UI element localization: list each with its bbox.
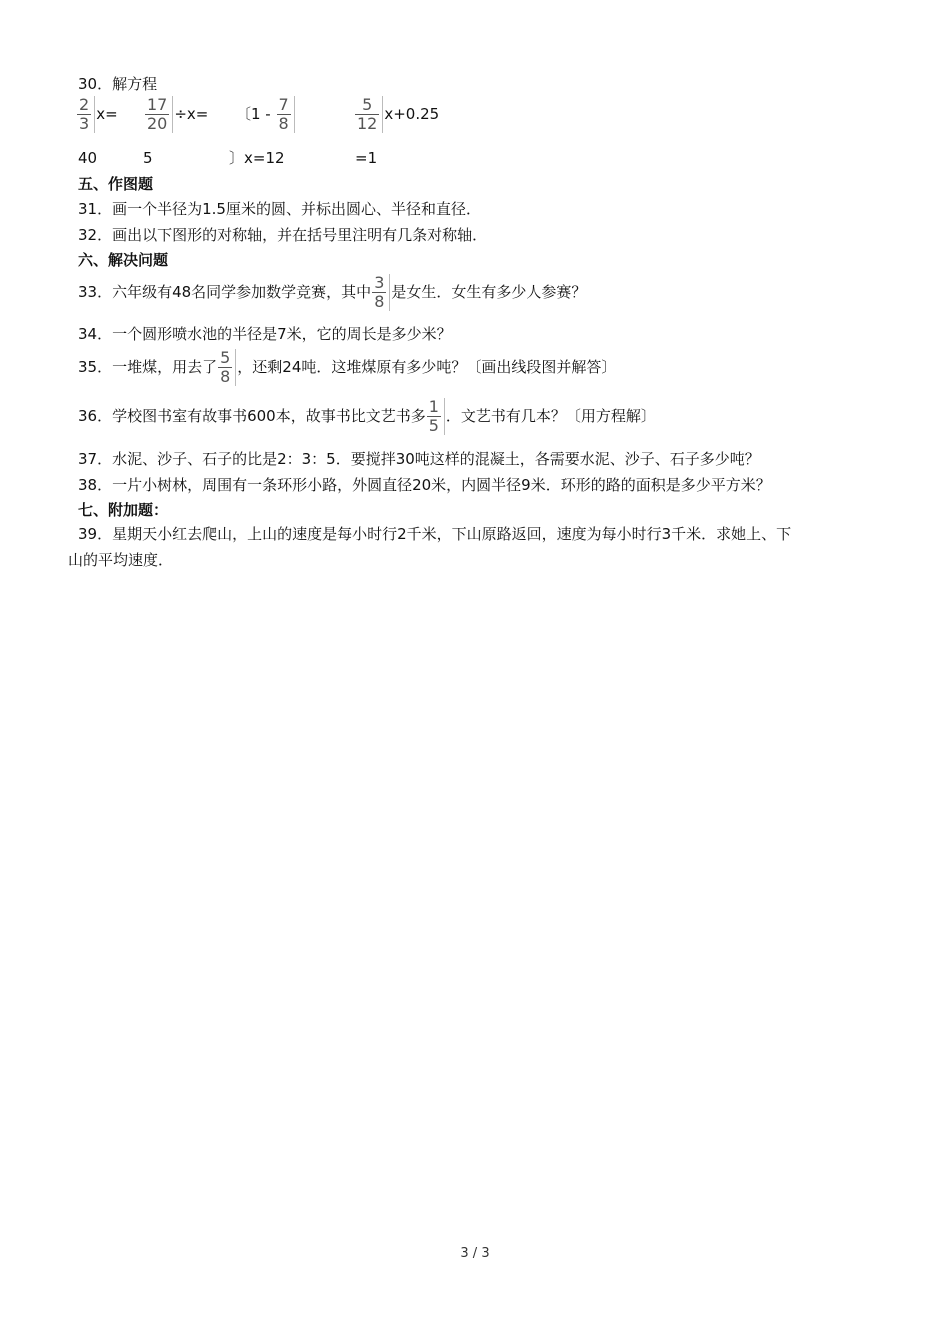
equation-1-rhs: 40 [78, 149, 98, 167]
q30-title: 30．解方程 [78, 75, 158, 93]
fraction: $\frac{3}{8}$ [372, 274, 390, 311]
question-33: 33．六年级有48名同学参加数学竞赛，其中 $\frac{3}{8}$ 是女生．女生有多少人参赛？ [78, 273, 587, 311]
question-31: 31．画一个半径为1.5厘米的圆、并标出圆心、半径和直径． [78, 200, 481, 218]
fraction: $\frac{5}{12}$ [355, 96, 383, 133]
section-heading-7: 七、附加题： [78, 501, 169, 519]
question-37: 37．水泥、沙子、石子的比是2：3：5．要搅拌30吨这样的混凝土，各需要水泥、沙子、石子多少吨？ [78, 450, 760, 468]
equation-2-rhs: 5 [143, 149, 153, 167]
equation-1: $\frac{2}{3}$ x= [79, 95, 118, 133]
page-number: 3 / 3 [460, 1246, 490, 1261]
equation-4-rhs: =1 [355, 149, 378, 167]
fraction: $\frac{5}{8}$ [218, 349, 236, 386]
fraction: $\frac{7}{8}$ [277, 96, 295, 133]
section-heading-5: 五、作图题 [78, 175, 154, 193]
fraction: $\frac{17}{20}$ [145, 96, 173, 133]
question-39-line-1: 39．星期天小红去爬山，上山的速度是每小时行2千米，下山原路返回，速度为每小时行3千米．求她上、下 [78, 525, 792, 543]
question-36: 36．学校图书室有故事书600本，故事书比文艺书多 $\frac{1}{5}$ ．文艺书有几本？〔用方程解〕 [78, 397, 656, 435]
equation-3: 〔1 - $\frac{7}{8}$ [236, 96, 296, 133]
question-35: 35．一堆煤，用去了 $\frac{5}{8}$ ，还剩24吨．这堆煤原有多少吨？〔画出线段图并解答〕 [78, 348, 617, 386]
fraction: $\frac{2}{3}$ [77, 96, 95, 133]
question-38: 38．一片小树林，周围有一条环形小路，外圆直径20米，内圆半径9米．环形的路的面积是多少平方米？ [78, 476, 771, 494]
section-heading-6: 六、解决问题 [78, 251, 169, 269]
question-39-line-2: 山的平均速度． [68, 551, 174, 569]
equation-4: $\frac{5}{12}$ x+0.25 [357, 95, 440, 133]
question-34: 34．一个圆形喷水池的半径是7米，它的周长是多少米？ [78, 325, 452, 343]
question-32: 32．画出以下图形的对称轴，并在括号里注明有几条对称轴． [78, 226, 488, 244]
equation-2: $\frac{17}{20}$ ÷x= [147, 95, 209, 133]
fraction: $\frac{1}{5}$ [427, 398, 445, 435]
equation-3-rhs: 〕x=12 [229, 149, 285, 167]
